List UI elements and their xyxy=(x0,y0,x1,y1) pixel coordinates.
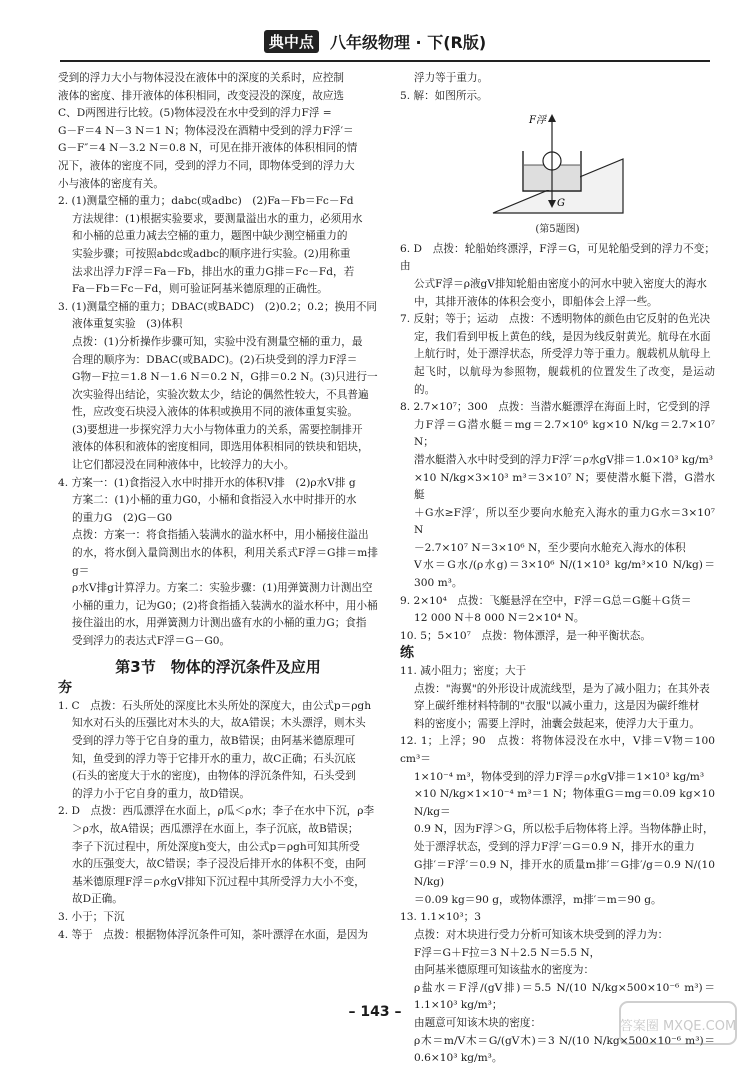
practice-mark: 练 xyxy=(400,645,414,662)
text-line: ＋G水≥F浮′，所以至少要向水舱充入海水的重力G水＝3×10⁷ N xyxy=(414,506,715,537)
text-line: 1×10⁻⁴ m³，物体受到的浮力F浮＝ρ水gV排＝1×10³ kg/m³ xyxy=(414,770,705,783)
book-title: 八年级物理 · 下(R版) xyxy=(329,33,487,52)
answer-line: 2. (1)测量空桶的重力；dabc(或adbc) (2)Fa－Fb＝Fc－Fd xyxy=(58,195,354,208)
text-line: ρ盐水＝F浮/(gV排)＝5.5 N/(10 N/kg×500×10⁻⁶ m³)＝1.1×10³ kg/m³； xyxy=(414,981,715,1012)
text-line: 0.9 N，因为F浮＞G，所以松手后物体将上浮。当物体静止时， xyxy=(414,823,714,836)
answer-line: 7. 反射；等于；运动 点拨：不透明物体的颜色由它反射的色光决 xyxy=(400,313,711,326)
text-line: 受到浮力的表达式F浮＝G－G0。 xyxy=(72,635,231,647)
text-line: 点拨：方案一：将食指插入装满水的溢水杯中，用小桶接住溢出 xyxy=(72,529,369,542)
answer-line: 12. 1；上浮；90 点拨：将物体浸没在水中，V排＝V物＝100 cm³＝ xyxy=(400,735,715,765)
text-line: 的浮力小于它自身的重力，故D错误。 xyxy=(72,787,250,800)
gravity-label: G xyxy=(556,198,565,210)
text-line: 液体的体积和液体的密度相同，即选用体积相同的铁块和铝块， xyxy=(72,441,369,454)
text-line: ρ木＝m/V木＝G/(gV木)＝3 N/(10 N/kg×500×10⁻⁶ m³)＝0.6×10³ kg/m³。 xyxy=(414,1034,715,1065)
text-line: 知水对石头的压强比对木头的大，故A错误；木头漂浮，则木头 xyxy=(72,717,366,730)
text-line: (石头的密度大于水的密度)，由物体的浮沉条件知，石头受到 xyxy=(72,770,356,783)
text-line: 点拨：(1)分析操作步骤可知，实验中没有测量空桶的重力，最 xyxy=(72,335,363,348)
text-line: 液体的密度、排开液体的体积相同，改变浸没的深度，故应选 xyxy=(58,89,345,102)
answer-line: 3. (1)测量空桶的重力；DBAC(或BADC) (2)0.2；0.2；换用不同 xyxy=(58,300,378,313)
answer-line: 4. 等于 点拨：根据物体浮沉条件可知，茶叶漂浮在水面，是因为 xyxy=(58,928,369,941)
text-line: 性，应改变石块浸入液体的体积或换用不同的液体重复实验。 xyxy=(72,406,359,419)
text-line: 和小桶的总重力减去空桶的重力，题图中缺少测空桶重力的 xyxy=(72,230,348,243)
answer-line: 8. 2.7×10⁷；300 点拨：当潜水艇漂浮在海面上时，它受到的浮 xyxy=(400,401,711,414)
text-line: 点拨："海翼"的外形设计成流线型，是为了减小阻力；在其外表 xyxy=(414,682,710,695)
answer-line: 9. 2×10⁴ 点拨：飞艇悬浮在空中，F浮＝G总＝G艇＋G货＝ xyxy=(400,594,692,607)
text-line: 次实验得出结论，实验次数太少，结论的偶然性较大，不具普遍 xyxy=(72,388,369,401)
text-line: 穿上碳纤维材料特制的"衣服"以减小重力，这是因为碳纤维材 xyxy=(414,700,700,713)
text-line: 浮力等于重力。 xyxy=(414,72,489,84)
text-line: ＝0.09 kg＝90 g，或物体漂浮，m排′＝m＝90 g。 xyxy=(414,893,662,906)
page-header xyxy=(0,30,750,58)
text-line: 处于漂浮状态，受到的浮力F浮′＝G＝0.9 N，排开水的重力 xyxy=(414,840,695,853)
text-line: Fa－Fb＝Fc－Fd，则可验证阿基米德原理的正确性。 xyxy=(72,283,328,296)
text-line: 料的密度小；需要上浮时，油囊会鼓起来，使浮力大于重力。 xyxy=(414,717,701,730)
text-line: 况下，液体的密度不同，受到的浮力不同，即物体受到的浮力大 xyxy=(58,159,355,172)
text-line: 由题意可知该木块的密度： xyxy=(414,1016,542,1029)
text-line: 12 000 N＋8 000 N＝2×10⁴ N。 xyxy=(414,612,585,625)
text-line: V水＝G水/(ρ水g)＝3×10⁶ N/(1×10³ kg/m³×10 N/kg)＝300 m³。 xyxy=(414,559,715,590)
page-number: – 143 – xyxy=(348,1004,402,1020)
text-line: －2.7×10⁷ N＝3×10⁶ N，至少要向水舱充入海水的体积 xyxy=(414,541,686,554)
text-line: ×10 N/kg×1×10⁻⁴ m³＝1 N；物体重G＝mg＝0.09 kg×10 N/kg＝ xyxy=(414,788,715,818)
text-line: 法求出浮力F浮＝Fa－Fb，排出水的重力G排＝Fc－Fd，若 xyxy=(72,265,355,278)
text-line: 的水，将水倒入量筒测出水的体积，利用关系式F浮＝G排＝m排g＝ xyxy=(72,547,378,577)
watermark-text: 答案圈 MXQE.COM xyxy=(619,1019,737,1034)
watermark-logo xyxy=(618,1000,738,1046)
answer-line: 10. 5；5×10⁷ 点拨：物体漂浮，是一种平衡状态。 xyxy=(400,629,651,642)
text-line: 李子下沉过程中，所处深度h变大，由公式p＝ρgh可知其所受 xyxy=(72,840,360,853)
text-line: F浮＝G＋F拉＝3 N＋2.5 N＝5.5 N， xyxy=(414,946,601,959)
text-line: 液体重复实验 (3)体积 xyxy=(72,318,183,331)
text-line: 点拨：对木块进行受力分析可知该木块受到的浮力为： xyxy=(414,928,669,941)
text-line: G物－F拉＝1.8 N－1.6 N＝0.2 N，G排＝0.2 N。(3)只进行一 xyxy=(72,371,378,384)
text-line: 公式F浮＝ρ液gV排知轮船由密度小的河水中驶入密度大的海水 xyxy=(414,277,707,290)
text-line: (3)要想进一步探究浮力大小与物体重力的关系，需要控制排开 xyxy=(72,423,363,436)
text-line: 定，我们看到甲板上黄色的线，是因为线反射黄光。航母在水面 xyxy=(414,330,711,343)
text-line: G－F＝4 N－3 N＝1 N；物体浸没在酒精中受到的浮力F浮′＝ xyxy=(58,124,354,137)
practice-mark: 夯 xyxy=(58,680,72,697)
answer-line: 3. 小于；下沉 xyxy=(58,910,125,923)
text-line: 接住溢出的水，用弹簧测力计测出盛有水的小桶的重力G；食指 xyxy=(72,617,367,630)
text-line: C、D两图进行比较。(5)物体浸没在水中受到的浮力F浮 = xyxy=(58,107,332,120)
text-line: 由阿基米德原理可知该盐水的密度为： xyxy=(414,964,595,977)
left-column xyxy=(58,70,378,944)
text-line: G－F″＝4 N－3.2 N＝0.8 N，可见在排开液体的体积相同的情 xyxy=(58,142,358,155)
buoyancy-arrowhead xyxy=(548,114,556,122)
text-line: 的重力G (2)G－G0 xyxy=(72,511,173,524)
text-line: G排′＝F浮′＝0.9 N，排开水的质量m排′＝G排′/g＝0.9 N/(10 N/kg) xyxy=(414,858,715,889)
text-line: 方案二：(1)小桶的重力G0，小桶和食指浸入水中时排开的水 xyxy=(72,494,357,507)
answer-line: 13. 1.1×10³；3 xyxy=(400,911,481,924)
answer-line: 11. 减小阻力；密度；大于 xyxy=(400,665,527,678)
text-line: 让它们都浸没在同种液体中，比较浮力的大小。 xyxy=(72,459,295,472)
figure-caption: (第5题图) xyxy=(535,224,580,236)
text-line: 方法规律：(1)根据实验要求，要测量溢出水的重力，必须用水 xyxy=(72,212,363,225)
text-line: 受到的浮力大小与物体浸没在液体中的深度的关系时，应控制 xyxy=(58,72,345,84)
text-line: 上航行时，处于漂浮状态，所受浮力等于重力。舰载机从航母上 xyxy=(414,348,711,361)
answer-line: 5. 解：如图所示。 xyxy=(400,89,488,102)
buoyancy-figure xyxy=(483,109,633,221)
text-line: 受到的浮力等于它自身的重力，故B错误；由阿基米德原理可 xyxy=(72,734,356,747)
text-line: ＞ρ水，故A错误；西瓜漂浮在水面上，李子沉底，故B错误； xyxy=(72,822,359,835)
right-column xyxy=(400,70,715,1068)
answer-line: 4. 方案一：(1)食指浸入水中时排开水的体积V排 (2)ρ水V排 g xyxy=(58,476,356,489)
text-line: 小桶的重力，记为G0；(2)将食指插入装满水的溢水杯中，用小桶 xyxy=(72,599,378,612)
text-line: 潜水艇潜入水中时受到的浮力F浮′＝ρ水gV排＝1.0×10³ kg/m³ xyxy=(414,453,713,466)
series-logo: 典中点 xyxy=(264,30,319,53)
text-line: ρ水V排g计算浮力。方案二：实验步骤：(1)用弹簧测力计测出空 xyxy=(72,582,373,595)
text-line: 实验步骤；可按照abdc或adbc的顺序进行实验。(2)用称重 xyxy=(72,247,351,260)
header-rule xyxy=(60,60,710,62)
text-line: 中，其排开液体的体积会变小，即船体会上浮一些。 xyxy=(414,295,658,308)
section-title: 第3节 物体的浮沉条件及应用 xyxy=(115,657,321,676)
text-line: 起飞时，以航母为参照物，舰载机的位置发生了改变，是运动的。 xyxy=(414,365,715,396)
text-line: ×10 N/kg×3×10³ m³＝3×10⁷ N；要使潜水艇下潜，G潜水艇 xyxy=(414,471,715,502)
text-line: 故D正确。 xyxy=(72,893,123,906)
answer-line: 2. D 点拨：西瓜漂浮在水面上，ρ瓜＜ρ水；李子在水中下沉，ρ李 xyxy=(58,805,375,818)
text-line: 基米德原理F浮＝ρ水gV排知下沉过程中其所受浮力大小不变， xyxy=(72,875,365,888)
buoyancy-label: F浮 xyxy=(528,115,546,127)
text-line: 水的压强变大，故C错误；李子浸没后排开水的体积不变，由阿 xyxy=(72,858,367,871)
text-line: 小与液体的密度有关。 xyxy=(58,177,164,190)
text-line: 力F浮＝G潜水艇＝mg＝2.7×10⁶ kg×10 N/kg＝2.7×10⁷ N； xyxy=(414,418,715,449)
answer-line: 1. C 点拨：石头所处的深度比木头所处的深度大，由公式p＝ρgh xyxy=(58,699,372,712)
answer-line: 6. D 点拨：轮船始终漂浮，F浮＝G，可见轮船受到的浮力不变；由 xyxy=(400,242,715,273)
text-line: 合理的顺序为：DBAC(或BADC)。(2)石块受到的浮力F浮＝ xyxy=(72,353,358,366)
text-line: 知，鱼受到的浮力等于它排开水的重力，故C正确；石头沉底 xyxy=(72,752,356,765)
